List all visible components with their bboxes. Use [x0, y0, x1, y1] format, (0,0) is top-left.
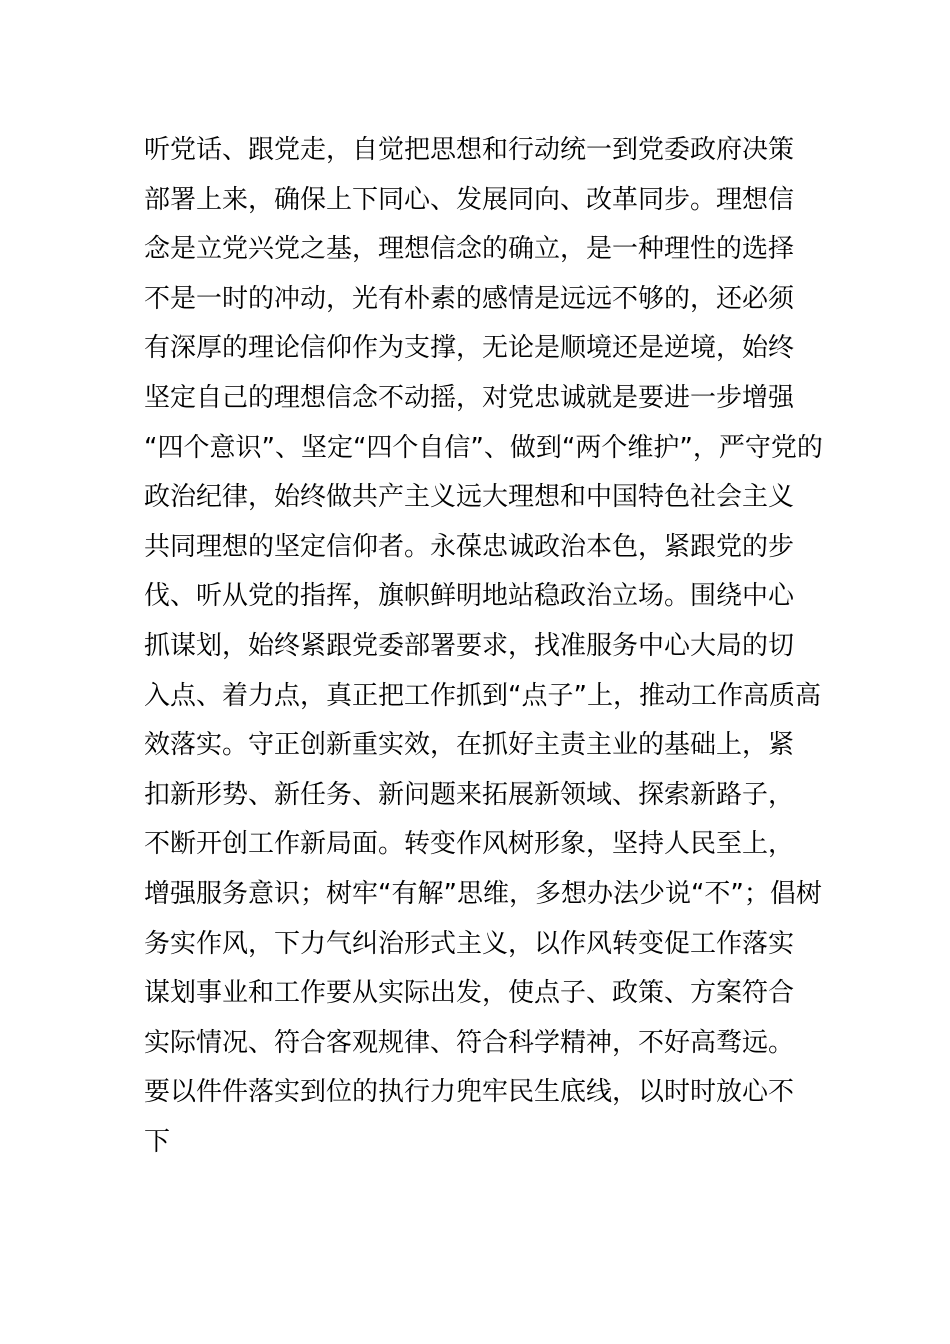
text-line: 共同理想的坚定信仰者。永葆忠诚政治本色，紧跟党的步	[144, 531, 795, 562]
text-line: 务实作风，下力气纠治形式主义，以作风转变促工作落实	[144, 928, 795, 959]
text-line: 不是一时的冲动，光有朴素的感情是远远不够的，还必须	[144, 283, 795, 314]
text-line: 不断开创工作新局面。转变作风树形象，坚持人民至上，	[144, 829, 795, 860]
text-line: 政治纪律，始终做共产主义远大理想和中国特色社会主义	[144, 482, 795, 513]
text-line: 增强服务意识；树牢“有解”思维，多想办法少说“不”；倡树	[144, 878, 822, 909]
text-line: 实际情况、符合客观规律、符合科学精神，不好高骛远。	[144, 1027, 795, 1058]
text-line: 坚定自己的理想信念不动摇，对党忠诚就是要进一步增强	[144, 382, 795, 413]
text-line: 要以件件落实到位的执行力兜牢民生底线，以时时放心不	[144, 1077, 795, 1108]
text-line: 入点、着力点，真正把工作抓到“点子”上，推动工作高质高	[144, 680, 821, 711]
text-line: 扣新形势、新任务、新问题来拓展新领域、探索新路子，	[144, 779, 795, 810]
text-line: 有深厚的理论信仰作为支撑，无论是顺境还是逆境，始终	[144, 333, 795, 364]
body-paragraph	[144, 126, 823, 1167]
text-line: 伐、听从党的指挥，旗帜鲜明地站稳政治立场。围绕中心	[144, 581, 795, 612]
text-line: “四个意识”、坚定“四个自信”、做到“两个维护”，严守党的	[144, 432, 823, 463]
text-line: 听党话、跟党走，自觉把思想和行动统一到党委政府决策	[144, 135, 795, 165]
text-line: 抓谋划，始终紧跟党委部署要求，找准服务中心大局的切	[144, 630, 795, 661]
text-line: 部署上来，确保上下同心、发展同向、改革同步。理想信	[144, 184, 795, 215]
text-line: 效落实。守正创新重实效，在抓好主责主业的基础上，紧	[144, 730, 795, 761]
text-line: 下	[144, 1126, 171, 1157]
text-line: 谋划事业和工作要从实际出发，使点子、政策、方案符合	[144, 978, 795, 1009]
text-line: 念是立党兴党之基，理想信念的确立，是一种理性的选择	[144, 234, 795, 265]
